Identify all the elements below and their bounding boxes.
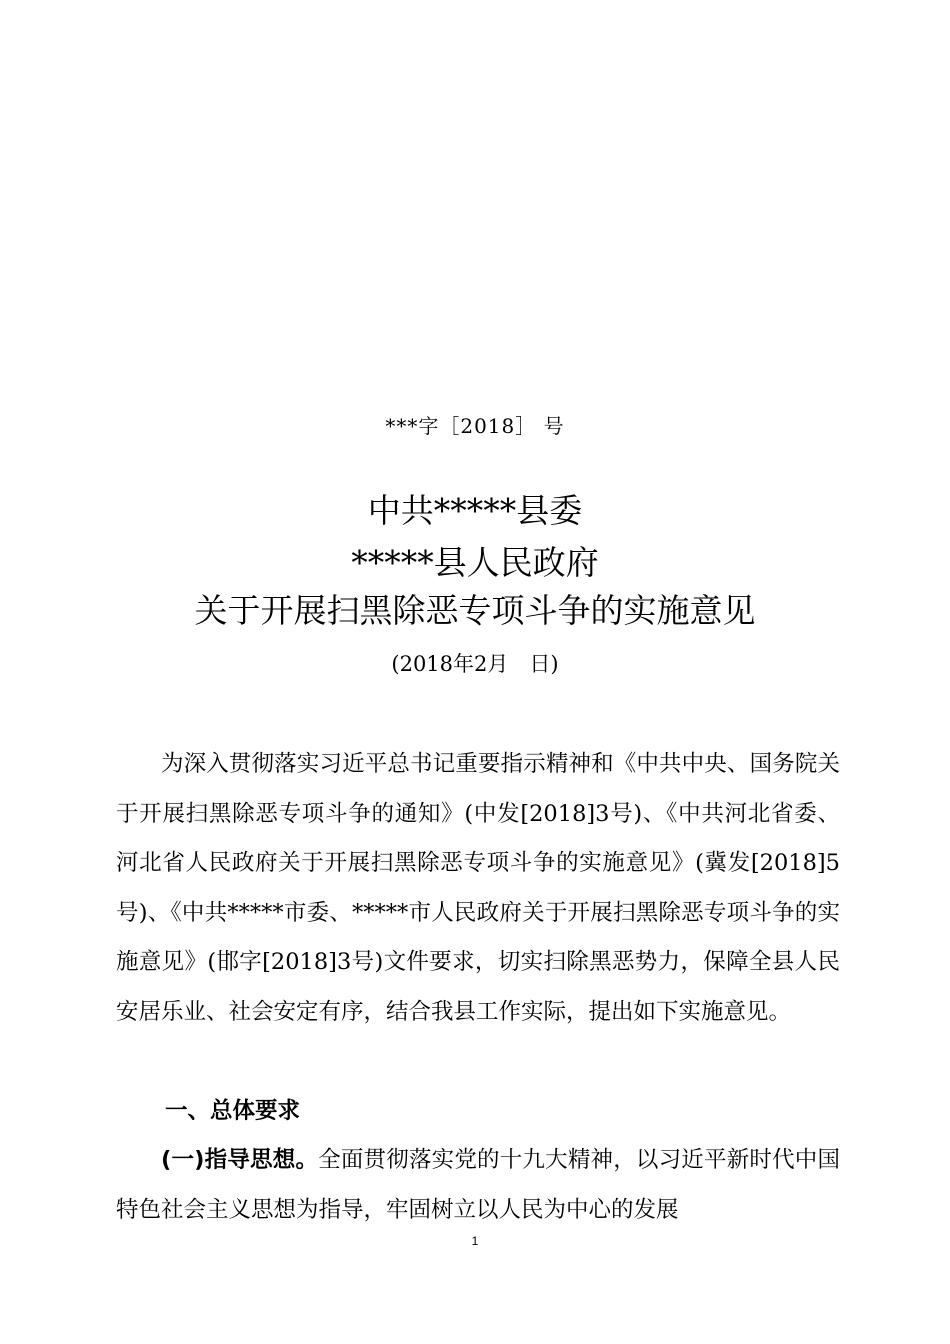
section-heading: 一、总体要求: [165, 1098, 301, 1124]
subsection-paragraph: [116, 1136, 840, 1235]
title-line-2: *****县人民政府: [351, 543, 599, 582]
document-number: ***字［2018］ 号: [385, 414, 565, 438]
subsection-body: 全面贯彻落实党的十九大精神，以习近平新时代中国特色社会主义思想为指导，牢固树立以人民为中心的发展: [116, 1147, 840, 1223]
title-line-3: 关于开展扫黑除恶专项斗争的实施意见: [194, 591, 756, 630]
document-date: (2018年2月 日): [391, 652, 559, 676]
title-line-1: 中共*****县委: [367, 491, 583, 530]
intro-paragraph-text: 为深入贯彻落实习近平总书记重要指示精神和《中共中央、国务院关于开展扫黑除恶专项斗争的通知》(中发[2018]3号)、《中共河北省委、河北省人民政府关于开展扫黑除恶专项斗争的实施意见》(冀发[2018]5号)、《中共*****市委、*****市人民政府关于开展扫黑除恶专项斗争的实施意见》(邯字[2018]3号)文件要求，切实扫除黑恶势力，保障全县人民安居乐业、社会安定有序，结合我县工作实际，提出如下实施意见。: [116, 751, 840, 1025]
intro-paragraph: [116, 740, 840, 1037]
subsection-paragraph-text: [116, 1136, 840, 1235]
subsection-lead: (一)指导思想。: [161, 1147, 319, 1173]
page-number: 1: [471, 1234, 479, 1248]
